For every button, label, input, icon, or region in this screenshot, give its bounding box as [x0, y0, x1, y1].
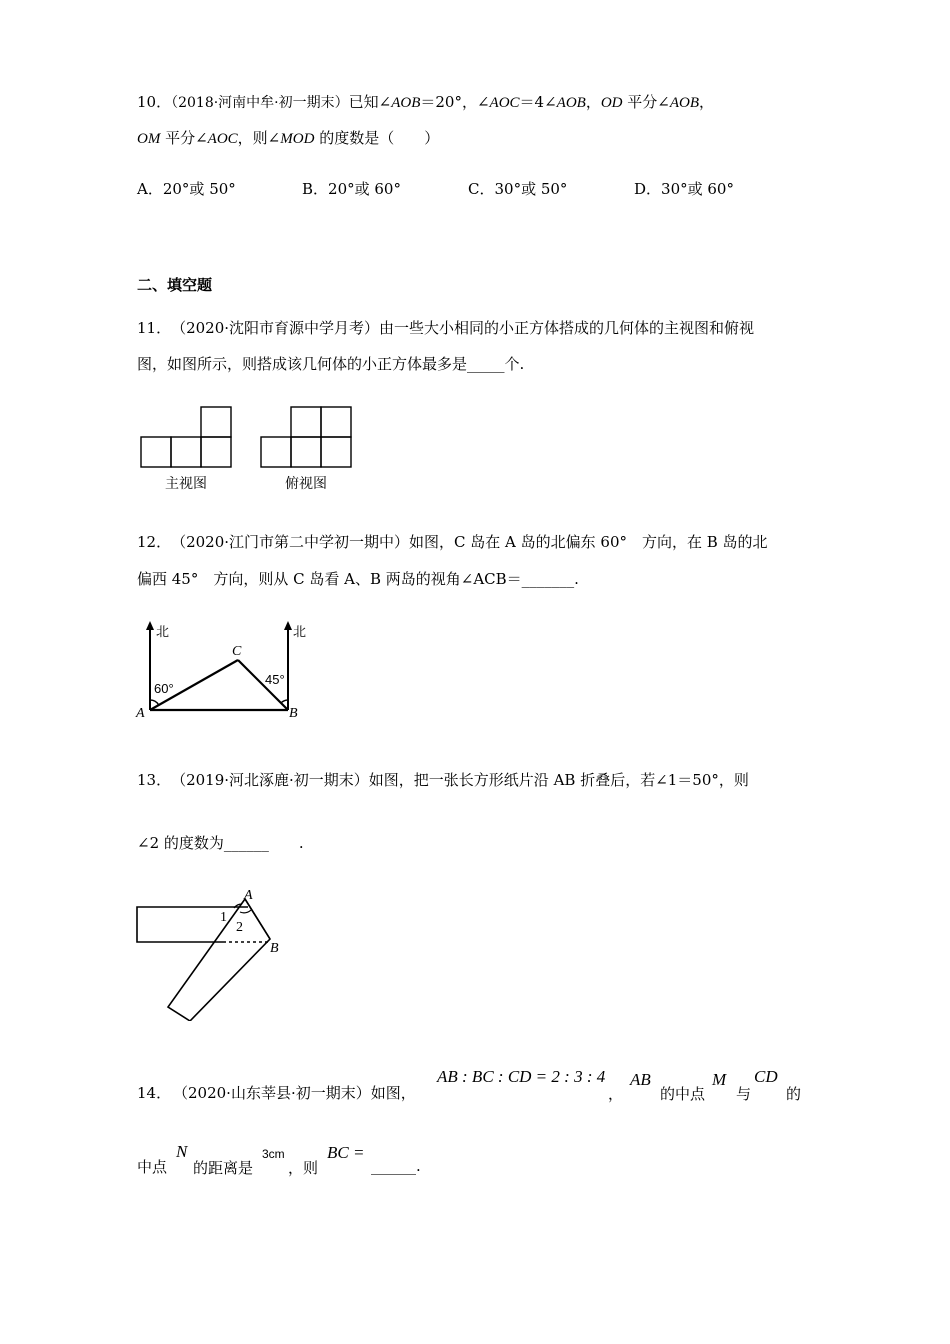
fold-line-ab	[245, 899, 270, 939]
paper-strip-left	[137, 907, 248, 942]
q14-number: 14．	[137, 1084, 172, 1102]
q14-ab: AB	[630, 1070, 651, 1089]
q10-option-b: B．20°或 60°	[302, 180, 401, 198]
q14-unit: 3cm	[262, 1147, 285, 1161]
q14-bc: BC =	[327, 1143, 365, 1162]
label-b: B	[270, 941, 279, 956]
label-b: B	[289, 706, 298, 721]
q14-source: （2020·山东莘县·初一期末）如图，	[173, 1084, 416, 1102]
section-heading: 二、填空题	[137, 276, 213, 294]
label-c: C	[232, 644, 242, 659]
angle-arc-2	[240, 910, 251, 913]
q10-number: 10．	[137, 93, 172, 111]
front-view-caption: 主视图	[165, 476, 207, 492]
q14-n: N	[176, 1142, 188, 1161]
q10-option-d: D．30°或 60°	[634, 180, 734, 198]
q14-comma: ，	[608, 1085, 624, 1103]
q14-ratio: AB : BC : CD = 2 : 3 : 4	[437, 1067, 606, 1086]
label-a: A	[244, 888, 253, 903]
north-label-a: 北	[156, 624, 170, 639]
q14-m: M	[712, 1070, 727, 1089]
q10-line1: 10．（2018·河南中牟·初一期末）已知∠AOB＝20°，∠AOC＝4∠AOB，OD 平分∠AOB，	[137, 93, 715, 111]
q12-line2: 偏西 45° 方向，则从 C 岛看 A、B 两岛的视角∠ACB＝_______.	[137, 570, 579, 588]
q11-line1: 11． （2020·沈阳市育源中学月考）由一些大小相同的小正方体搭成的几何体的主视图和俯视	[137, 319, 755, 337]
front-view-grid	[141, 407, 231, 467]
q12-line1: 12． （2020·江门市第二中学初一期中）如图，C 岛在 A 岛的北偏东 60° 方向，在 B 岛的北	[137, 533, 768, 551]
q14-cd: CD	[754, 1067, 778, 1086]
arrowhead-b	[284, 621, 292, 630]
q13-line1: 13． （2019·河北涿鹿·初一期末）如图，把一张长方形纸片沿 AB 折叠后，若∠1＝50°，则	[137, 771, 749, 789]
q14-de: 的	[786, 1085, 802, 1103]
q11-line2: 图，如图所示，则搭成该几何体的小正方体最多是_____个.	[137, 355, 525, 373]
label-2: 2	[236, 920, 243, 935]
q14-line2-mid: 中点	[137, 1158, 168, 1176]
q10-option-a: A．20°或 50°	[137, 180, 236, 198]
angle-arc-a	[150, 700, 159, 705]
q13-figure	[130, 886, 285, 1021]
q11-figure	[130, 398, 370, 498]
q14-yu: 与	[736, 1085, 752, 1103]
q14-distance-text: 的距离是	[193, 1159, 254, 1177]
q10-line2: OM 平分∠AOC，则∠MOD 的度数是（ ）	[137, 129, 440, 147]
q10-option-c: C．30°或 50°	[468, 180, 568, 198]
angle-arc-b	[281, 700, 288, 703]
folded-strip	[168, 899, 270, 1021]
north-label-b: 北	[293, 624, 307, 639]
arrowhead-a	[146, 621, 154, 630]
q14-then: ，则	[288, 1159, 319, 1177]
q12-figure	[132, 615, 322, 725]
q13-line2: ∠2 的度数为______ .	[137, 834, 304, 852]
angle-label-a: 60°	[154, 681, 174, 696]
top-view-grid	[261, 407, 351, 467]
q10-source: （2018·河南中牟·初一期末）	[171, 95, 349, 111]
top-view-caption: 俯视图	[285, 476, 327, 492]
label-a: A	[136, 706, 145, 721]
angle-label-b: 45°	[265, 672, 285, 687]
label-1: 1	[220, 910, 227, 925]
q14-answer-blank: ______.	[371, 1157, 421, 1175]
q14-midpoint-text: 的中点	[660, 1085, 706, 1103]
